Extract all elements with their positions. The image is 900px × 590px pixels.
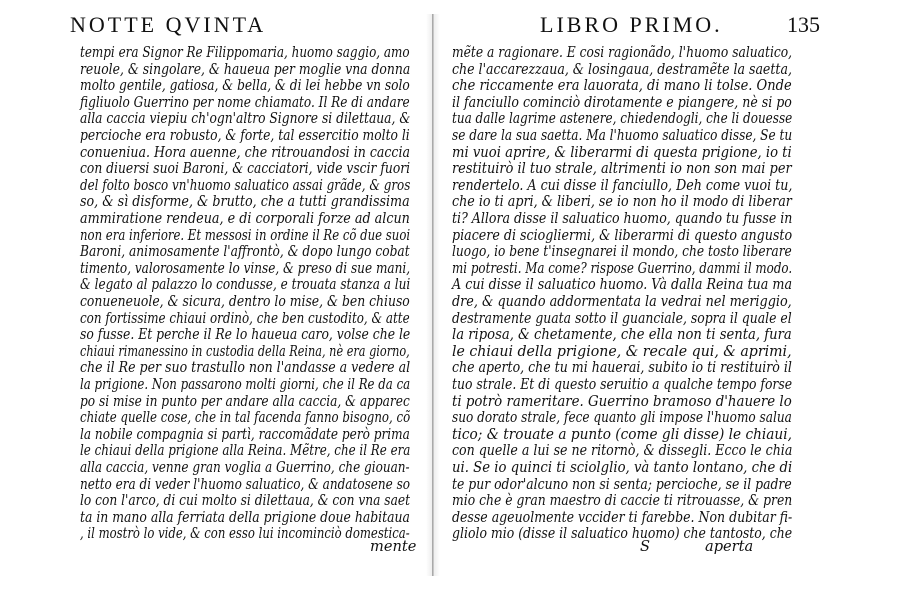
left-page-text-line: conueneuole, & sicura, dentro lo mise, & ben chiuso [80, 293, 410, 310]
left-page-text-line: chiaui rimanessino in custodia della Reina, nè era giorno, [80, 342, 410, 360]
left-page-text-line: so fusse. Et perche il Re lo haueua caro, volse che le [80, 326, 411, 344]
left-page-text-line: con fortissime chiaui ordinò, che ben custodito, & atte [80, 309, 410, 327]
right-page-text-line: A cui disse il saluatico huomo. Và dalla Reina tua ma [452, 276, 793, 294]
right-page-text-line: che aperto, che tu mi hauerai, subito io ti restituirò il [452, 359, 792, 377]
right-page-text-line: tua dalle lagrime astenere, chiedendogli, che li douesse [452, 110, 793, 128]
left-page-text-line: alla caccia viepiu ch'ogn'altro Signore si dilettaua, & [80, 110, 411, 128]
left-page-text-line: po si mise in punto per andare alla caccia, & apparec [80, 392, 410, 410]
right-page-text-line: mi vuoi aprire, & liberarmi di questa prigione, io ti [452, 143, 792, 161]
right-page-text-line: piacere di sciogliermi, & liberarmi di questo angusto [452, 226, 793, 244]
right-page-text-line: se dare la sua saetta. Ma l'huomo saluatico disse, Se tu [452, 127, 793, 144]
page-number: 135 [787, 12, 820, 37]
right-page-text-line: destramente guata sotto il guanciale, sopra il quale el [452, 309, 792, 327]
left-page-text-line: so, & sì disforme, & brutto, che a tutti grandissima [80, 193, 410, 211]
right-page-text-line: con quelle a lui se ne ritornò, & dissegli. Ecco le chia [452, 442, 793, 460]
left-page-text-line: le chiaui della prigione alla Reina. Mẽtre, che il Re era [80, 442, 411, 460]
left-catchword: mente [370, 538, 417, 555]
right-page-text-line: la riposa, & chetamente, che ella non ti senta, fura [452, 326, 792, 344]
right-catchword: aperta [705, 538, 754, 555]
left-page-text-line: Baroni, animosamente l'affrontò, & dopo lungo cobat [80, 243, 410, 261]
right-page-text-line: che riccamente era lauorata, di mano li tolse. Onde [452, 77, 792, 95]
right-page-text-line: te pur odor'alcuno non si senta; percioche, se il padre [452, 475, 792, 493]
left-page-text-line: , il mostrò lo vide, & con esso lui incominciò domestica- [80, 525, 410, 543]
right-page-text-line: mio che è gran maestro di caccie ti ritrouasse, & pren [452, 492, 793, 510]
right-page-text-line: gliolo mio (disse il saluatico huomo) che tantosto, che [452, 525, 793, 543]
left-page-text-line: ta in mano alla ferriata della prigione doue habitaua [80, 508, 410, 526]
left-page-text-line: figliuolo Guerrino per nome chiamato. Il Re di andare [80, 93, 410, 111]
left-page-text-line: alla caccia, venne gran voglia a Guerrino, che giouan- [80, 459, 410, 476]
left-page-text-line: percioche era robusto, & forte, tal essercitio molto li [80, 127, 410, 144]
right-page-text-line: mi potresti. Ma come? rispose Guerrino, dammi il modo. [452, 259, 793, 277]
signature-mark: S [640, 538, 650, 555]
right-page-text-line: tuo strale. Et di questo seruitio a qualche tempo forse [452, 376, 793, 393]
left-page-text-line: molto gentile, gatiosa, & bella, & di lei hebbe vn solo [80, 77, 410, 95]
left-page-text-line: del folto bosco vn'huomo saluatico assai grãde, & gros [80, 176, 411, 194]
right-page-text-line: ti potrò rameritare. Guerrino bramoso d'hauere lo [452, 392, 792, 410]
right-page-text-line: ui. Se io quinci ti sciolglio, và tanto lontano, che di [452, 459, 793, 476]
right-running-head [540, 12, 820, 38]
right-page-text-line: suo dorato strale, fece quanto gli impose l'huomo salua [452, 409, 792, 427]
left-page-text-line: netto era di veder l'huomo saluatico, & andatosene so [80, 475, 411, 493]
left-running-head: NOTTE QVINTA [70, 12, 267, 37]
right-page-text-line: dre, & quando addormentata la vedrai nel meriggio, [452, 293, 792, 310]
left-page-text-line: lo con l'arco, di cui molto si dilettaua, & con vna saet [80, 492, 411, 510]
left-page-text-line: che il Re per suo trastullo non l'andasse a vedere al [80, 359, 411, 377]
left-page-text-line: la nobile compagnia si partì, raccomãdate però prima [80, 425, 410, 443]
book-gutter [432, 14, 434, 576]
left-page-text-line: timento, valorosamente lo vinse, & preso di sue mani, [80, 259, 411, 277]
right-page-text-line: il fanciullo cominciò dirotamente e piangere, nè si po [452, 93, 792, 111]
right-page-text-line: luogo, io bene t'insegnarei il mondo, che tosto liberare [452, 243, 792, 261]
right-page-text-line: le chiaui della prigione, & recale qui, & aprimi, [452, 342, 792, 360]
right-page-text-line: che io ti apri, & liberi, se io non ho il modo di liberar [452, 193, 792, 211]
right-page-text-line: che l'accarezzaua, & losingaua, destramẽte la saetta, [452, 60, 792, 78]
left-page-text-line: la prigione. Non passarono molti giorni, che il Re da ca [80, 376, 411, 393]
left-page-text-line: non era inferiore. Et messosi in ordine il Re cõ due suoi [80, 226, 411, 244]
right-page-text-line: ti? Allora disse il saluatico huomo, quando tu fusse in [452, 210, 793, 227]
left-page-text-line: chiate quelle cose, che in tal facenda fanno bisogno, cõ [80, 409, 411, 427]
left-page-text-line: con diuersi suoi Baroni, & cacciatori, vide vscir fuori [80, 160, 411, 178]
right-page-text-line: mẽte a ragionare. E cosi ragionãdo, l'huomo saluatico, [452, 44, 793, 61]
right-running-head-title: LIBRO PRIMO. [540, 12, 723, 37]
left-page-text-line: & legato al palazzo lo condusse, e trouata stanza a lui [80, 276, 411, 294]
right-page-text-line: rendertelo. A cui disse il fanciullo, Deh come vuoi tu, [452, 176, 793, 194]
right-page-text-line: desse ageuolmente vccider ti farebbe. Non dubitar fi- [452, 508, 793, 526]
left-page-text-line: reuole, & singolare, & haueua per moglie vna donna [80, 60, 411, 78]
right-page-text-line: restituirò il tuo strale, altrimenti io non son mai per [452, 160, 792, 178]
left-page-text-line: tempi era Signor Re Filippomaria, huomo saggio, amo [80, 44, 410, 61]
left-page-text-line: ammiratione rendeua, e di corporali forze ad alcun [80, 210, 410, 227]
left-page-text-line: conueniua. Hora auenne, che ritrouandosi in caccia [80, 143, 410, 161]
right-page-text-line: tico; & trouate a punto (come gli disse) le chiaui, [452, 425, 792, 443]
